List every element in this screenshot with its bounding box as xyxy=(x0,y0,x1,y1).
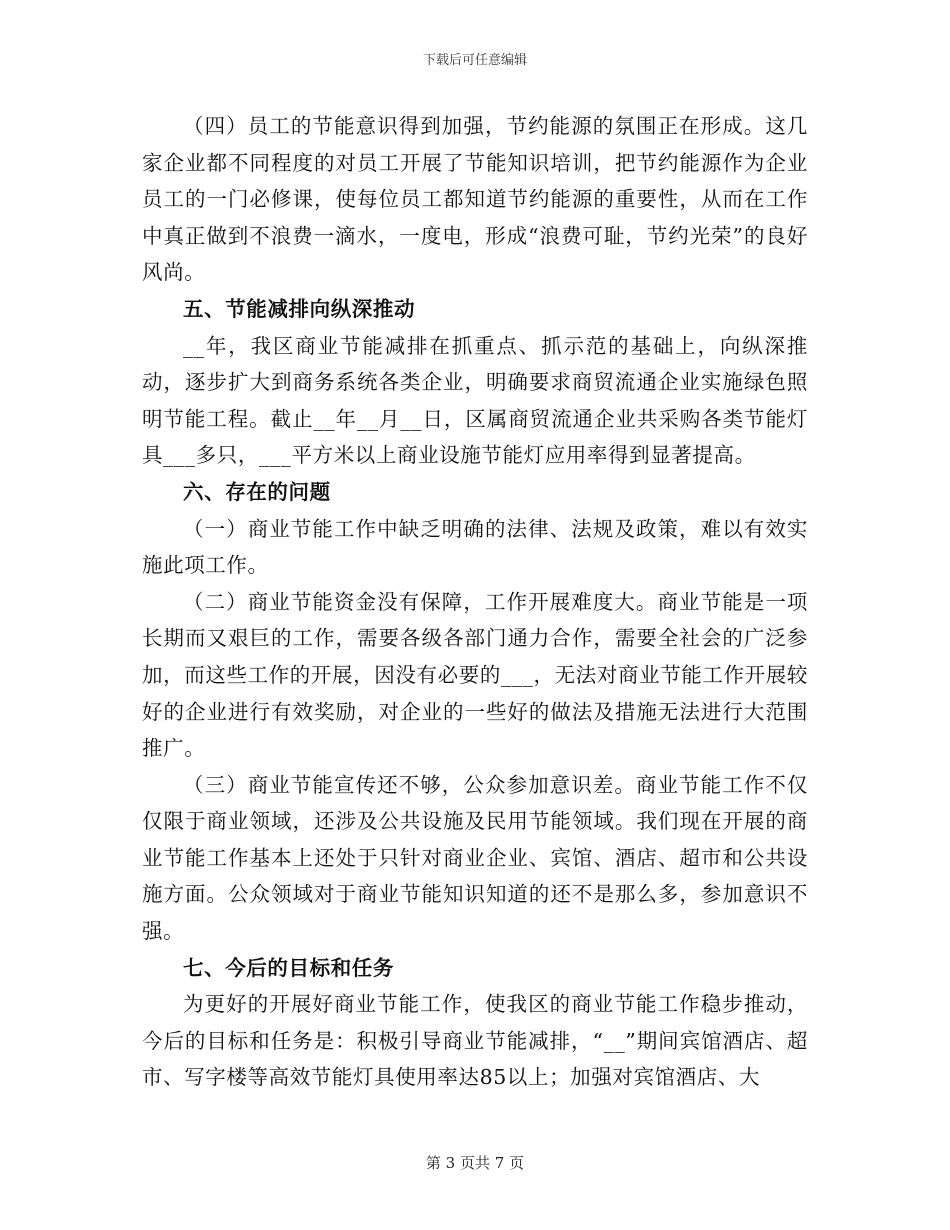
section-heading-5: 五、节能减排向纵深推动 xyxy=(183,296,416,321)
document-body xyxy=(142,108,808,1096)
paragraph-employee-awareness: （四）员工的节能意识得到加强，节约能源的氛围正在形成。这几家企业都不同程度的对员工开展了节能知识培训，把节约能源作为企业员工的一门必修课，使每位员工都知道节约能源的重要性，从而在工作中真正做到不浪费一滴水，一度电，形成“浪费可耻，节约光荣”的良好风尚。 xyxy=(142,114,808,285)
paragraph-problem-3: （三）商业节能宣传还不够，公众参加意识差。商业节能工作不仅仅限于商业领域，还涉及公共设施及民用节能领域。我们现在开展的商业节能工作基本上还处于只针对商业企业、宾馆、酒店、超市和公共设施方面。公众领域对于商业节能知识知道的还不是那么多，参加意识不强。 xyxy=(142,772,808,944)
page-header: 下载后可任意编辑 xyxy=(422,53,527,68)
section-heading-6: 六、存在的问题 xyxy=(183,479,331,504)
paragraph-energy-saving-progress: __年，我区商业节能减排在抓重点、抓示范的基础上，向纵深推动，逐步扩大到商务系统各类企业，明确要求商贸流通企业实施绿色照明节能工程。截止__年__月__日，区属商贸流通企业共采购各类节能灯具___多只，___平方米以上商业设施节能灯应用率得到显著提高。 xyxy=(142,333,808,468)
paragraph-problem-1: （一）商业节能工作中缺乏明确的法律、法规及政策，难以有效实施此项工作。 xyxy=(142,516,808,578)
page-footer: 第 3 页共 7 页 xyxy=(425,1154,525,1172)
section-heading-7: 七、今后的目标和任务 xyxy=(183,955,394,980)
paragraph-goals: 为更好的开展好商业节能工作，使我区的商业节能工作稳步推动，今后的目标和任务是：积极引导商业节能减排，“__”期间宾馆酒店、超市、写字楼等高效节能灯具使用率达85以上；加强对宾馆酒店、大 xyxy=(142,992,808,1090)
paragraph-problem-2: （二）商业节能资金没有保障，工作开展难度大。商业节能是一项长期而又艰巨的工作，需要各级各部门通力合作，需要全社会的广泛参加，而这些工作的开展，因没有必要的___，无法对商业节能工作开展较好的企业进行有效奖励，对企业的一些好的做法及措施无法进行大范围推广。 xyxy=(142,589,808,761)
